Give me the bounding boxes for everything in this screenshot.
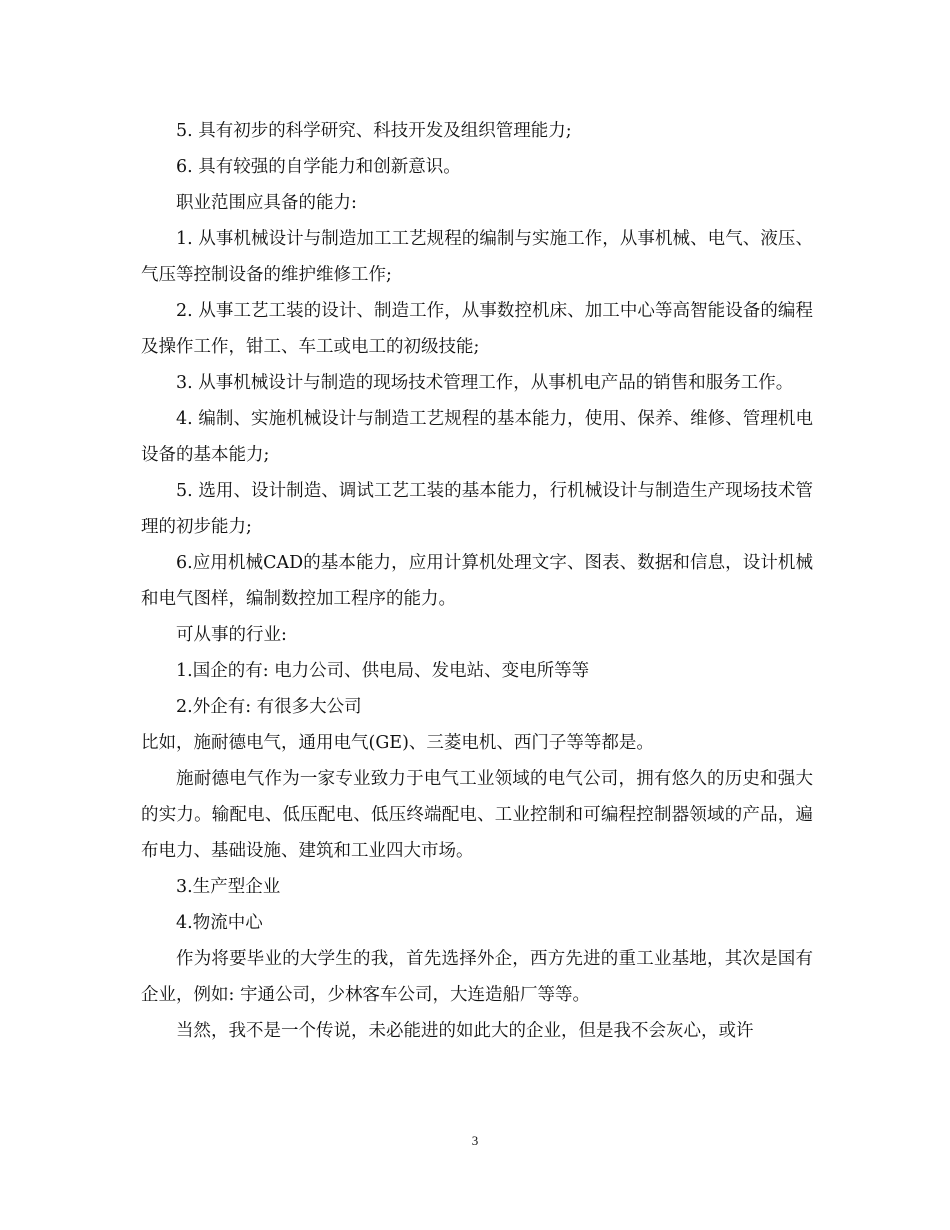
paragraph: 3.生产型企业 [176, 877, 281, 897]
document-body [141, 113, 813, 1049]
paragraph: 1. 从事机械设计与制造加工工艺规程的编制与实施工作，从事机械、电气、液压、气压等控制设备的维护维修工作; [141, 229, 813, 285]
paragraph: 当然，我不是一个传说，未必能进的如此大的企业，但是我不会灰心，或许 [176, 1021, 754, 1041]
paragraph: 2.外企有: 有很多大公司 [176, 697, 362, 717]
paragraph: 比如，施耐德电气，通用电气(GE)、三菱电机、西门子等等都是。 [141, 733, 654, 753]
paragraph: 4.物流中心 [176, 913, 263, 933]
paragraph: 1.国企的有: 电力公司、供电局、发电站、变电所等等 [176, 661, 590, 681]
paragraph: 4. 编制、实施机械设计与制造工艺规程的基本能力，使用、保养、维修、管理机电设备的基本能力; [141, 409, 813, 465]
section-heading: 可从事的行业: [176, 625, 287, 645]
section-heading: 职业范围应具备的能力: [176, 193, 357, 213]
paragraph: 5. 具有初步的科学研究、科技开发及组织管理能力; [176, 121, 572, 141]
paragraph: 5. 选用、设计制造、调试工艺工装的基本能力，行机械设计与制造生产现场技术管理的初步能力; [141, 481, 813, 537]
paragraph: 6. 具有较强的自学能力和创新意识。 [176, 157, 461, 177]
paragraph: 施耐德电气作为一家专业致力于电气工业领域的电气公司，拥有悠久的历史和强大的实力。输配电、低压配电、低压终端配电、工业控制和可编程控制器领域的产品，遍布电力、基础设施、建筑和工业四大市场。 [141, 769, 813, 861]
paragraph: 作为将要毕业的大学生的我，首先选择外企，西方先进的重工业基地，其次是国有企业，例如: 宇通公司，少林客车公司，大连造船厂等等。 [141, 949, 813, 1005]
page-number: 3 [471, 1133, 479, 1148]
paragraph: 3. 从事机械设计与制造的现场技术管理工作，从事机电产品的销售和服务工作。 [176, 373, 794, 393]
paragraph: 6.应用机械CAD的基本能力，应用计算机处理文字、图表、数据和信息，设计机械和电气图样，编制数控加工程序的能力。 [141, 553, 813, 609]
paragraph: 2. 从事工艺工装的设计、制造工作，从事数控机床、加工中心等高智能设备的编程及操作工作，钳工、车工或电工的初级技能; [141, 301, 813, 357]
